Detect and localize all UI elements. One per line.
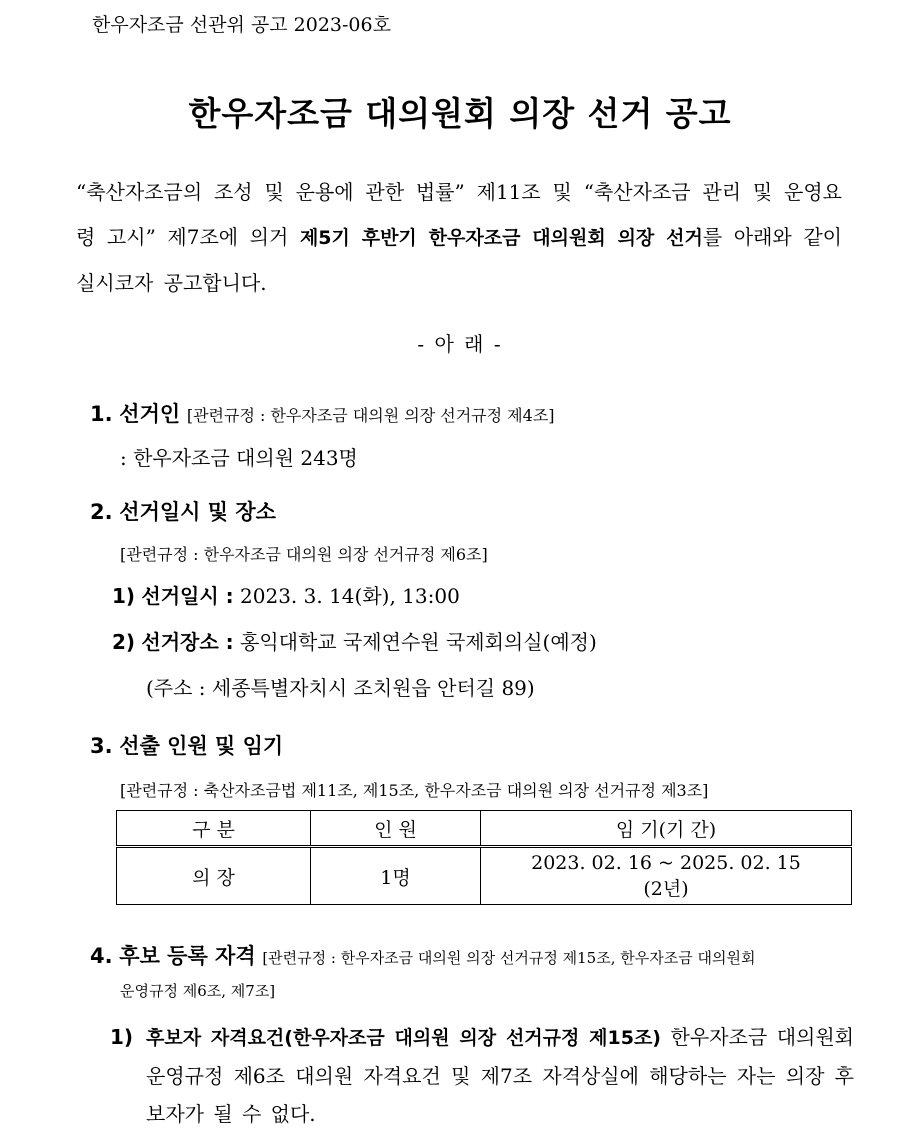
section-2-item-2-value: 홍익대학교 국제연수원 국제회의실(예정) — [240, 630, 597, 654]
section-2-number: 2. — [90, 500, 113, 524]
section-4-item-1-bold: 후보자 자격요건(한우자조금 대의원 의장 선거규정 제15조) — [146, 1027, 661, 1049]
intro-bold: 제5기 후반기 한우자조금 대의원회 의장 선거 — [299, 227, 703, 249]
section-3-heading — [90, 730, 283, 760]
term-table-term — [481, 847, 852, 905]
page-title: 한우자조금 대의원회 의장 선거 공고 — [188, 94, 732, 133]
section-4-number: 4. — [90, 944, 113, 968]
section-2-heading — [90, 496, 276, 526]
section-2-item-2-num: 2) — [112, 630, 136, 654]
section-2-item-1-num: 1) — [112, 584, 136, 608]
term-table-term-duration: (2년) — [643, 877, 689, 900]
section-4-ref-2: 운영규정 제6조, 제7조] — [120, 982, 276, 1000]
section-1-heading — [90, 398, 555, 428]
section-2-title: 선거일시 및 장소 — [119, 500, 276, 524]
term-table-header — [117, 811, 852, 847]
section-2-item-1-value: 2023. 3. 14(화), 13:00 — [240, 584, 460, 608]
section-4-item-1-num: 1) — [110, 1025, 134, 1049]
intro-text-1: “축산자조금의 조성 및 운용에 관한 법률” 제11조 및 “축산자조금 관리 및 운영요령 고시” 제7조에 의거 — [76, 180, 842, 249]
section-4-heading — [90, 940, 755, 970]
section-2-ref: [관련규정 : 한우자조금 대의원 의장 선거규정 제6조] — [120, 545, 488, 564]
section-3-title: 선출 인원 및 임기 — [119, 734, 284, 758]
term-table-count: 1명 — [311, 847, 481, 905]
section-4-item-1 — [146, 1018, 854, 1133]
term-table-header-count: 인 원 — [311, 811, 481, 847]
section-2-item-2 — [112, 626, 597, 655]
term-table-term-dates: 2023. 02. 16 ~ 2025. 02. 15 — [531, 851, 801, 874]
section-2-item-1-label: 선거일시 : — [141, 584, 234, 608]
section-1-title: 선거인 — [119, 402, 181, 426]
ara-divider: - 아 래 - — [417, 332, 503, 356]
section-4-title: 후보 등록 자격 — [119, 944, 256, 968]
section-4-item-1-text: 한우자조금 대의원회 운영규정 제6조 대의원 자격요건 및 제7조 자격상실에 해당하는 자는 의장 후보자가 될 수 없다. — [146, 1025, 854, 1126]
section-1-ref: [관련규정 : 한우자조금 대의원 의장 선거규정 제4조] — [186, 406, 555, 425]
notice-number: 한우자조금 선관위 공고 2023-06호 — [92, 14, 391, 36]
section-2-item-1 — [112, 580, 460, 609]
section-2-address: (주소 : 세종특별자치시 조치원읍 안터길 89) — [146, 676, 535, 700]
section-3-ref: [관련규정 : 축산자조금법 제11조, 제15조, 한우자조금 대의원 의장 선거규정 제3조] — [120, 781, 709, 800]
table-row — [117, 847, 852, 905]
intro-text-2: 를 아래와 같이 실시코자 공고합니다. — [76, 225, 842, 295]
term-table — [116, 810, 852, 905]
section-2-item-2-label: 선거장소 : — [141, 630, 234, 654]
term-table-header-term: 임 기(기 간) — [481, 811, 852, 847]
section-4-ref-1: [관련규정 : 한우자조금 대의원 의장 선거규정 제15조, 한우자조금 대의원회 — [262, 949, 756, 967]
section-3-number: 3. — [90, 734, 113, 758]
term-table-header-category: 구 분 — [117, 811, 311, 847]
section-1-number: 1. — [90, 402, 113, 426]
section-1-body: : 한우자조금 대의원 243명 — [120, 446, 358, 470]
intro-paragraph — [76, 170, 842, 306]
term-table-category: 의 장 — [117, 847, 311, 905]
